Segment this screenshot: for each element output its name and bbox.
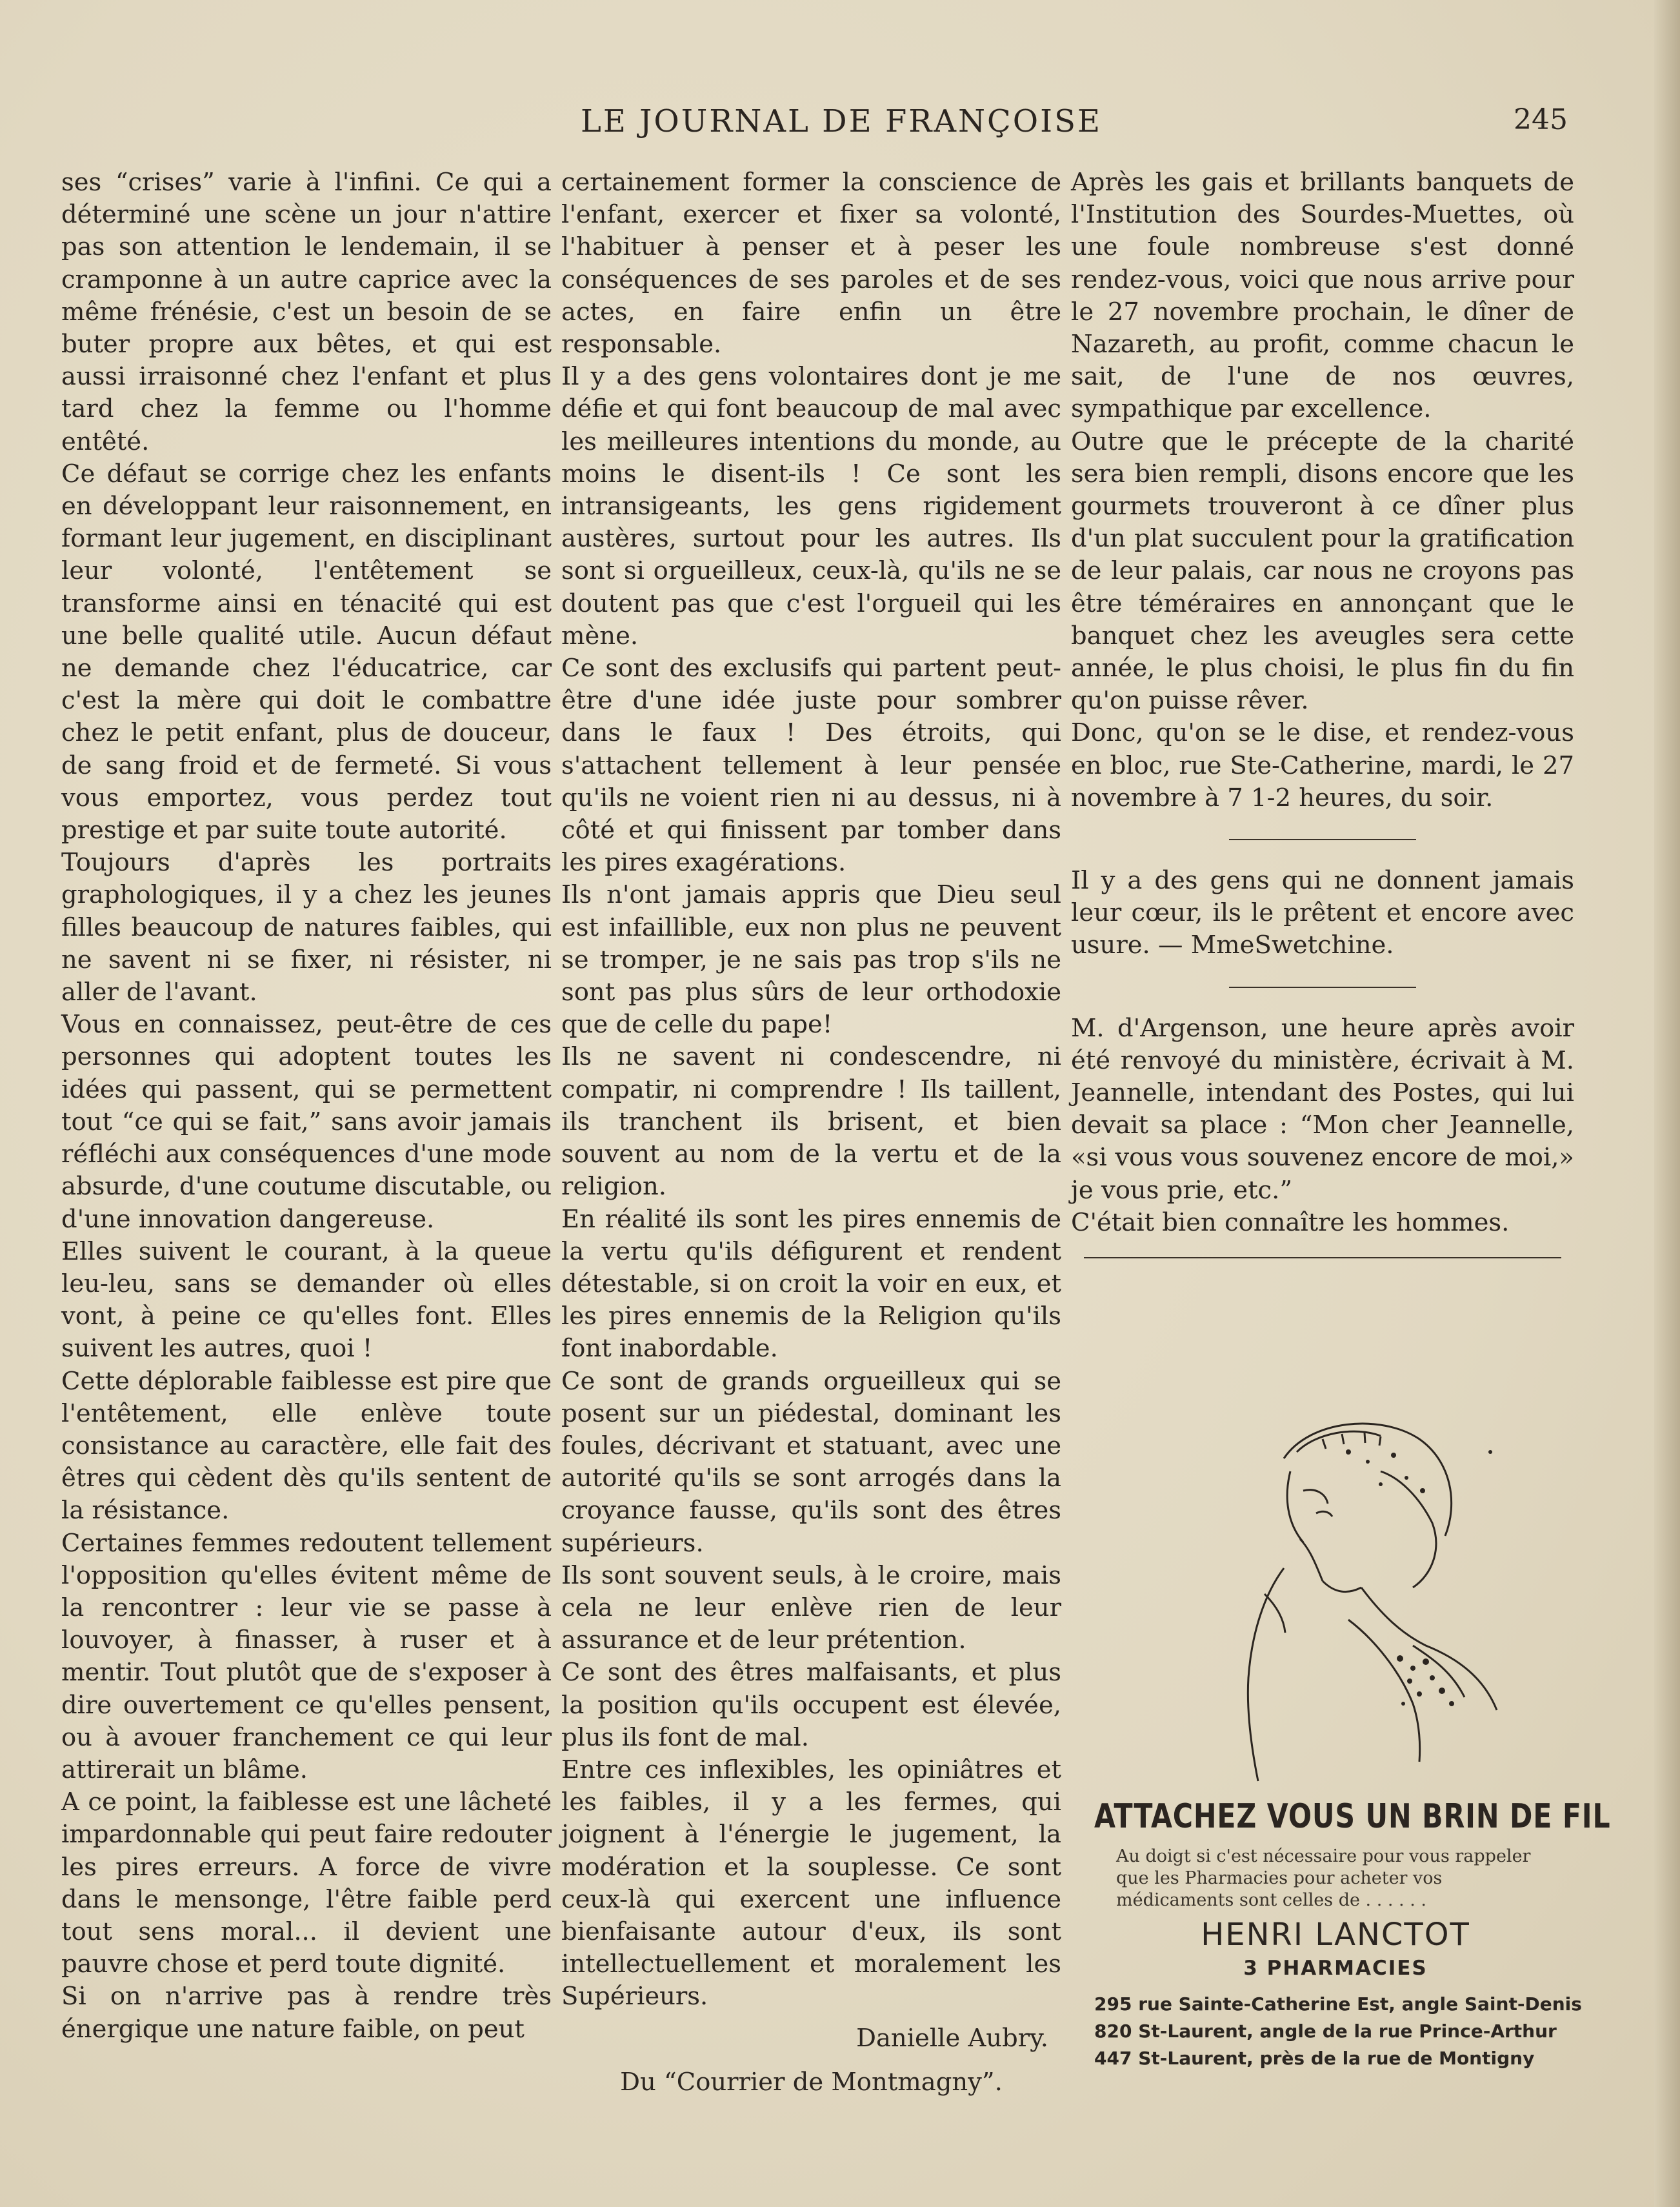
author-signature: Danielle Aubry. [856,2023,1048,2053]
ad-address-list [1094,1991,1597,2072]
ad-address: 295 rue Sainte-Catherine Est, angle Saint-Denis [1094,1993,1582,2015]
paragraph: Il y a des gens volontaires dont je me défie et qui font beaucoup de mal avec les meilleures intentions du monde, au moins le disent-ils ! Ce sont les intransigeants, les gens rigidement austères, surtout pour les autres. Ils sont si orgueilleux, ceux-là, qu'ils ne se doutent pas que c'est l'orgueil qui les mène. [561,362,1061,650]
ad-divider [1084,1257,1561,1258]
paragraph: Ce défaut se corrige chez les enfants en développant leur raisonnement, en formant leur jugement, en disciplinant leur volonté, l'entêtement se transforme ainsi en ténacité qui est une belle qualité utile. Aucun défaut ne demande chez l'éducatrice, car c'est la mère qui doit le combattre chez le petit enfant, plus de douceur, de sang froid et de fermeté. Si vous vous emportez, vous perdez tout prestige et par suite toute autorité. [61,459,552,845]
ad-address: 447 St-Laurent, près de la rue de Montigny [1094,2048,1535,2069]
paragraph: certainement former la conscience de l'enfant, exercer et fixer sa volonté, l'habituer à penser et à peser les conséquences de ses paroles et de ses actes, en faire enfin un être responsable. [561,168,1061,359]
paragraph: Ce sont des exclusifs qui partent peut-être d'une idée juste pour sombrer dans le faux ! Des étroits, qui s'attachent tellement à leur pensée qu'ils ne voient rien ni au dessus, ni à côté et qui finissent par tomber dans les pires exagérations. [561,654,1061,878]
paragraph: Outre que le précepte de la charité sera bien rempli, disons encore que les gourmets trouveront à ce dîner plus d'un plat succulent pour la gratification de leur palais, car nous ne croyons pas être téméraires en annonçant que le banquet chez les aveugles sera cette année, le plus choisi, le plus fin du fin qu'on puisse rêver. [1071,427,1574,716]
paragraph: Donc, qu'on se le dise, et rendez-vous en bloc, rue Ste-Catherine, mardi, le 27 novembre à 7 1-2 heures, du soir. [1071,718,1574,812]
paragraph: M. d'Argenson, une heure après avoir été renvoyé du ministère, écrivait à M. Jeannelle, intendant des Postes, qui lui devait sa place : “Mon cher Jeannelle, «si vous vous souvenez encore de moi,» je vous prie, etc.” [1071,1013,1574,1205]
paragraph: Ce sont des êtres malfaisants, et plus la position qu'ils occupent est élevée, plus ils font de mal. [561,1658,1061,1752]
article-column-1 [61,166,552,2046]
paragraph: Après les gais et brillants banquets de l'Institution des Sourdes-Muettes, où une foule nombreuse s'est donné rendez-vous, voici que nous arrive pour le 27 novembre prochain, le dîner de Nazareth, au profit, comme chacun le sait, de l'une de nos œuvres, sympathique par excellence. [1071,168,1574,424]
ad-headline: ATTACHEZ VOUS UN BRIN DE FIL [1094,1797,1611,1836]
paragraph: En réalité ils sont les pires ennemis de la vertu qu'ils défigurent et rendent détestable, si on croit la voir en eux, et les pires ennemis de la Religion qu'ils font inabordable. [561,1204,1061,1364]
section-divider [1229,987,1416,988]
woman-portrait-illustration [1187,1400,1523,1788]
journal-title: LE JOURNAL DE FRANÇOISE [581,103,1103,139]
paragraph: Elles suivent le courant, à la queue leu-leu, sans se demander où elles vont, à peine ce qu'elles font. Elles suivent les autres, quoi ! [61,1236,552,1364]
paragraph: Entre ces inflexibles, les opiniâtres et les faibles, il y a les fermes, qui joignent à l'énergie le jugement, la modération et la souplesse. Ce sont ceux-là qui exercent une influence bienfaisante autour d'eux, ils sont intellectuellement et moralement les Supérieurs. [561,1755,1061,2011]
ad-address: 820 St-Laurent, angle de la rue Prince-Arthur [1094,2021,1557,2042]
paragraph: Certaines femmes redoutent tellement l'opposition qu'elles évitent même de la rencontrer : leur vie se passe à louvoyer, à finasser, à ruser et à mentir. Tout plutôt que de s'exposer à dire ouvertement ce qu'elles pensent, ou à avouer franchement ce qui leur attirerait un blâme. [61,1528,552,1784]
paragraph: A ce point, la faiblesse est une lâcheté impardonnable qui peut faire redouter les pires erreurs. A force de vivre dans le mensonge, l'être faible perd tout sens moral... il devient une pauvre chose et perd toute dignité. [61,1788,552,1979]
paragraph: Ils sont souvent seuls, à le croire, mais cela ne leur enlève rien de leur assurance et de leur prétention. [561,1560,1061,1655]
page-number: 245 [1514,103,1568,136]
article-source: Du “Courrier de Montmagny”. [620,2067,1003,2097]
ad-brand-name: HENRI LANCTOT [1201,1917,1470,1953]
pharmacy-advertisement [1071,1400,1611,2084]
paragraph: Cette déplorable faiblesse est pire que l'entêtement, elle enlève toute consistance au caractère, elle fait des êtres qui cèdent dès qu'ils sentent de la résistance. [61,1366,552,1526]
paragraph: Ils ne savent ni condescendre, ni compatir, ni comprendre ! Ils taillent, ils tranchent ils brisent, et bien souvent au nom de la vertu et de la religion. [561,1042,1061,1202]
paragraph: Ils n'ont jamais appris que Dieu seul est infaillible, eux non plus ne peuvent se tromper, je ne sais pas trop s'ils ne sont pas plus sûrs de leur orthodoxie que de celle du pape! [561,880,1061,1040]
section-divider [1229,839,1416,840]
page-header [561,103,1568,148]
ad-subtitle: 3 PHARMACIES [1243,1957,1428,1980]
article-column-3 [1071,166,1574,1258]
ad-body-text: Au doigt si c'est nécessaire pour vous rappeler que les Pharmacies pour acheter vos médicaments sont celles de . . . . . . [1116,1846,1531,1910]
quote: Il y a des gens qui ne donnent jamais leur cœur, ils le prêtent et encore avec usure. — MmeSwetchine. [1071,866,1574,960]
paragraph: Vous en connaissez, peut-être de ces personnes qui adoptent toutes les idées qui passent, qui se permettent tout “ce qui se fait,” sans avoir jamais réfléchi aux conséquences d'une mode absurde, d'une coutume discutable, ou d'une innovation dangereuse. [61,1010,552,1234]
paragraph: C'était bien connaître les hommes. [1071,1207,1510,1237]
article-column-2 [561,166,1061,2099]
paragraph: Toujours d'après les portraits graphologiques, il y a chez les jeunes filles beaucoup de natures faibles, qui ne savent ni se fixer, ni résister, ni aller de l'avant. [61,848,552,1007]
paragraph: Ce sont de grands orgueilleux qui se posent sur un piédestal, dominant les foules, décrivant et statuant, avec une autorité qu'ils se sont arrogés dans la croyance fausse, qu'ils sont des êtres supérieurs. [561,1366,1061,1558]
paragraph: Si on n'arrive pas à rendre très énergique une nature faible, on peut [61,1982,552,2044]
paragraph: ses “crises” varie à l'infini. Ce qui a déterminé une scène un jour n'attire pas son attention le lendemain, il se cramponne à un autre caprice avec la même frénésie, c'est un besoin de se buter propre aux bêtes, et qui est aussi irraisonné chez l'enfant et plus tard chez la femme ou l'homme entêté. [61,168,552,456]
page-edge [1654,0,1680,2207]
